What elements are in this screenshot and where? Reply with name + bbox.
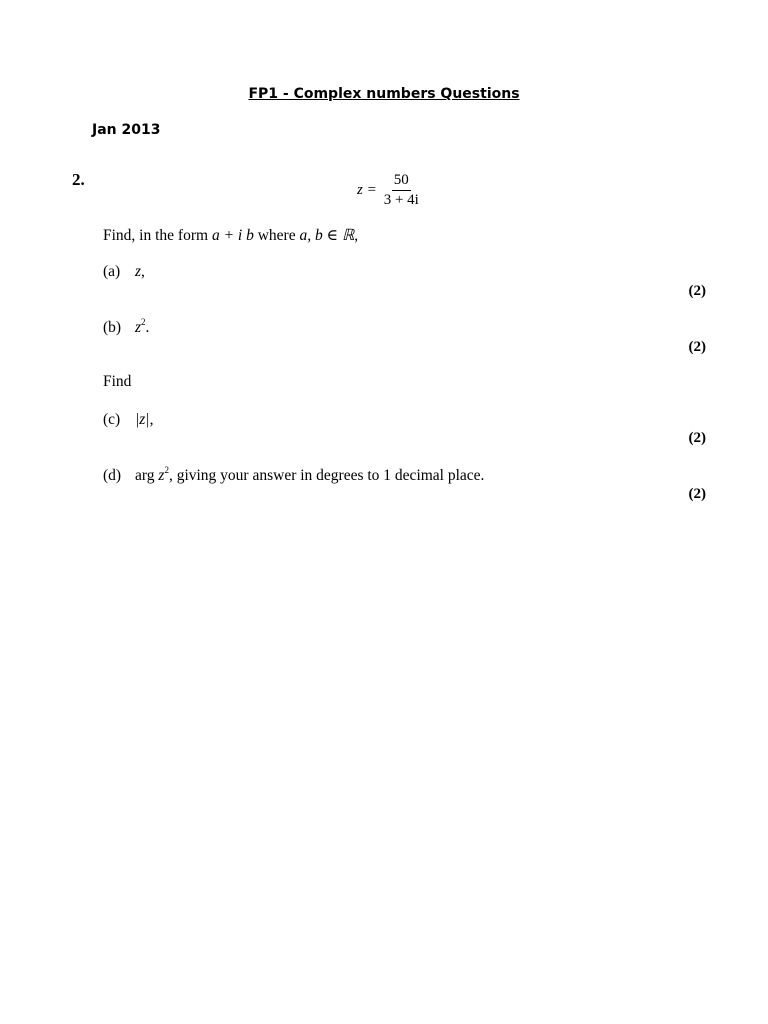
part-text: . (145, 319, 150, 336)
part-text: , (141, 263, 145, 280)
part-d-marks: (2) (688, 486, 706, 502)
equation (357, 172, 421, 209)
find-label: Find (103, 373, 132, 390)
exam-session: Jan 2013 (92, 122, 161, 138)
part-c (103, 411, 153, 429)
part-label: (c) (103, 411, 121, 428)
part-b (103, 319, 149, 337)
fraction-denominator: 3 + 4i (383, 192, 419, 208)
part-label: (a) (103, 263, 121, 280)
fraction-numerator: 50 (392, 172, 411, 191)
part-text: , (149, 411, 154, 428)
question-number: 2. (72, 170, 85, 189)
part-text: , giving your answer in degrees to 1 decimal place. (168, 467, 485, 484)
part-label: (d) (103, 467, 122, 484)
part-expression: |z| (135, 411, 150, 428)
fraction (382, 172, 421, 209)
complex-form: a + i b (211, 227, 254, 244)
part-expression: z (135, 319, 142, 336)
intro-text-end: , (354, 227, 359, 244)
part-a (103, 263, 145, 281)
document-title: FP1 - Complex numbers Questions (248, 86, 520, 102)
part-expression: z (158, 467, 165, 484)
part-a-marks: (2) (688, 283, 706, 299)
intro-text: Find, in the form (103, 227, 212, 244)
part-label: (b) (103, 319, 122, 336)
part-c-marks: (2) (688, 430, 706, 446)
intro-text-mid: where (253, 227, 300, 244)
part-d (103, 467, 484, 485)
equation-lhs: z = (357, 182, 377, 198)
part-expression: z (135, 263, 142, 280)
real-condition: a, b ∈ ℝ (299, 227, 355, 244)
part-exponent: 2 (141, 317, 146, 327)
question-intro (103, 226, 358, 245)
part-exponent: 2 (164, 465, 169, 475)
part-b-marks: (2) (688, 339, 706, 355)
part-prefix: arg (135, 467, 159, 484)
